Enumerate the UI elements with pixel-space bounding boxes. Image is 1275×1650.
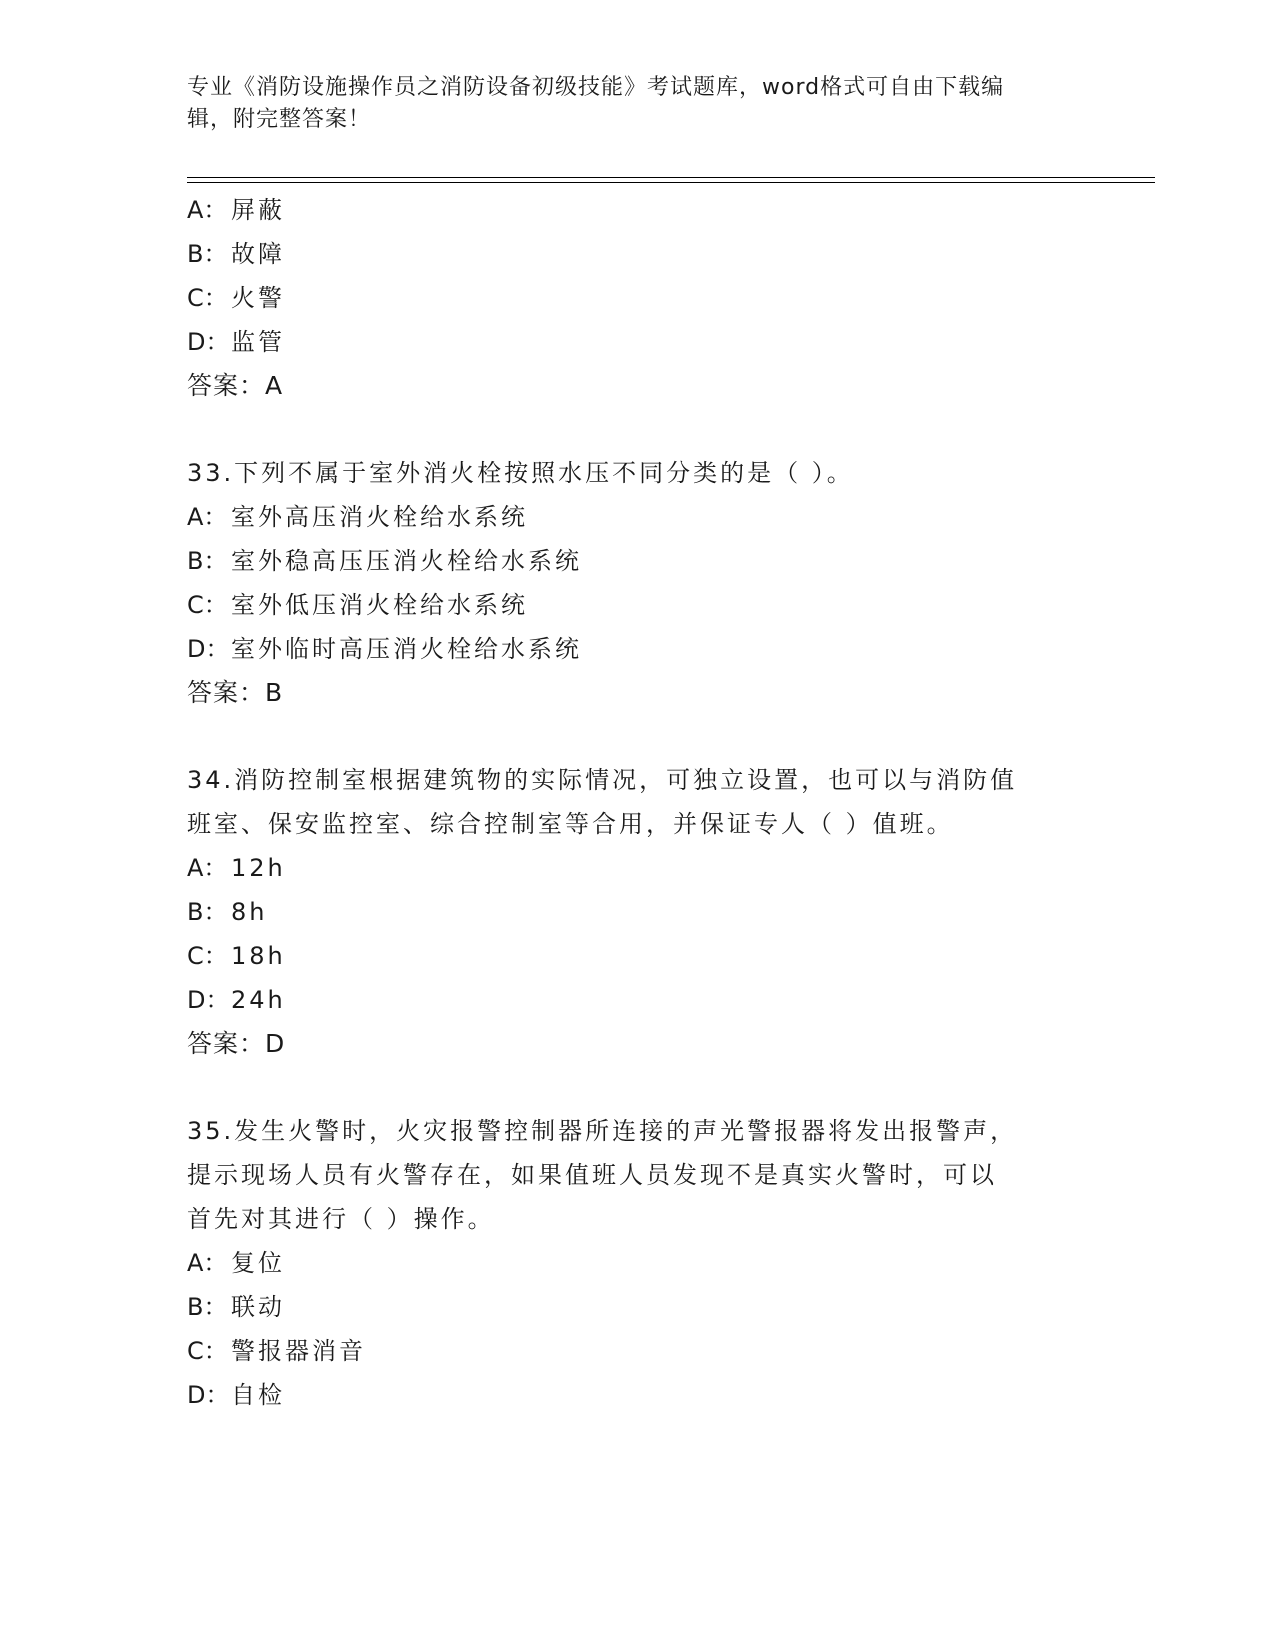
option-text: 复位 [231,1249,285,1277]
option-key: A： [187,196,228,224]
q33-question: 33.下列不属于室外消火栓按照水压不同分类的是（ ）。 [187,459,854,487]
option-text: 室外稳高压压消火栓给水系统 [231,547,582,575]
q33-option-c [187,590,528,620]
option-text: 联动 [231,1293,285,1321]
q32-option-a [187,195,285,225]
document-header [187,72,1067,136]
option-text: 自检 [231,1381,285,1409]
option-text: 室外高压消火栓给水系统 [231,503,528,531]
option-text: 24h [231,986,286,1014]
option-text: 室外低压消火栓给水系统 [231,591,528,619]
q34-option-a [187,853,286,883]
q32-answer: 答案：A [187,371,284,400]
option-key: D： [187,328,230,356]
option-text: 室外临时高压消火栓给水系统 [231,635,582,663]
option-text: 故障 [231,240,285,268]
option-key: B： [187,547,228,575]
q35-question-line-2: 提示现场人员有火警存在，如果值班人员发现不是真实火警时，可以 [187,1161,997,1189]
option-text: 警报器消音 [231,1337,366,1365]
q35-option-a [187,1248,285,1278]
q33-answer: 答案：B [187,678,284,707]
option-text: 18h [231,942,286,970]
header-line-2: 辑，附完整答案！ [187,107,372,132]
q34-option-b [187,897,267,927]
option-key: A： [187,1249,228,1277]
q35-option-d [187,1380,285,1410]
option-key: D： [187,635,230,663]
q35-question-line-1: 35.发生火警时，火灾报警控制器所连接的声光警报器将发出报警声， [187,1117,1018,1145]
option-text: 屏蔽 [231,196,285,224]
q32-option-c [187,283,285,313]
q34-question-line-2: 班室、保安监控室、综合控制室等合用，并保证专人（ ）值班。 [187,810,954,838]
option-text: 监管 [231,328,285,356]
header-divider-top [187,177,1155,178]
option-key: D： [187,986,230,1014]
option-key: B： [187,898,228,926]
q34-question-line-1: 34.消防控制室根据建筑物的实际情况，可独立设置，也可以与消防值 [187,766,1018,794]
q34-option-d [187,985,286,1015]
q35-option-b [187,1292,285,1322]
option-key: C： [187,284,228,312]
option-text: 火警 [231,284,285,312]
option-key: C： [187,1337,228,1365]
q35-question-line-3: 首先对其进行（ ）操作。 [187,1205,495,1233]
option-text: 8h [231,898,268,926]
header-line-1: 专业《消防设施操作员之消防设备初级技能》考试题库，word格式可自由下载编 [187,75,1005,100]
option-key: A： [187,503,228,531]
option-key: B： [187,1293,228,1321]
option-key: C： [187,942,228,970]
q34-answer: 答案：D [187,1029,286,1058]
q33-option-a [187,502,528,532]
q34-option-c [187,941,286,971]
header-divider-bottom [187,182,1155,183]
q32-option-b [187,239,285,269]
q32-option-d [187,327,285,357]
q33-option-b [187,546,582,576]
option-key: B： [187,240,228,268]
option-key: D： [187,1381,230,1409]
q33-option-d [187,634,582,664]
option-key: A： [187,854,228,882]
option-text: 12h [231,854,286,882]
q35-option-c [187,1336,366,1366]
option-key: C： [187,591,228,619]
